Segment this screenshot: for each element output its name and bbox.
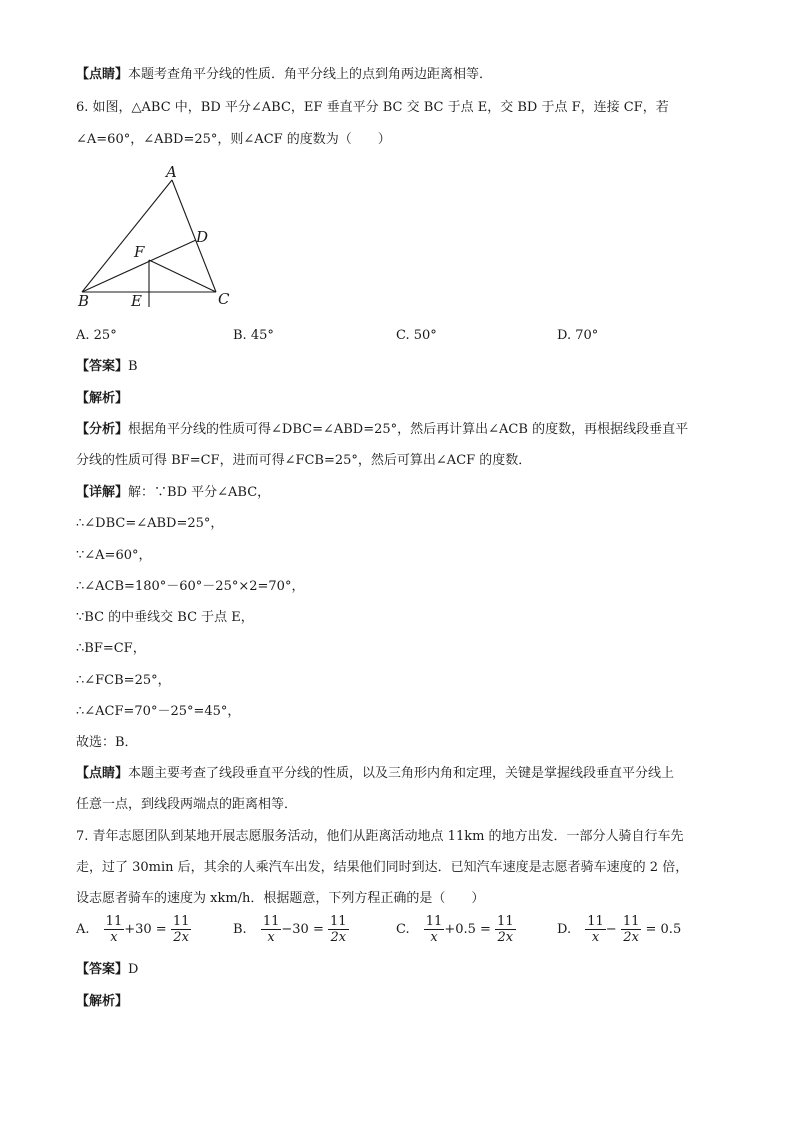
q6-step-5: ∴BF=CF， — [76, 641, 146, 656]
q6-step-4: ∵BC 的中垂线交 BC 于点 E， — [76, 610, 254, 625]
fenxi-tag: 【分析】 — [76, 422, 129, 437]
q6-step-7: ∴∠ACF=70°－25°=45°， — [76, 704, 241, 719]
q6-stem-line1: 6. 如图，△ABC 中，BD 平分∠ABC，EF 垂直平分 BC 交 BC 于点 E，交 BD 于点 F，连接 CF，若 — [76, 100, 669, 115]
fenxi-text-1: 根据角平分线的性质可得∠DBC=∠ABD=25°，然后再计算出∠ACB 的度数，再根据线段垂直平 — [128, 422, 689, 437]
xiangjie-text-1: 解：∵BD 平分∠ABC， — [128, 485, 271, 500]
q7-option-c — [396, 914, 516, 945]
triangle-figure — [70, 160, 240, 310]
segment-AC — [172, 180, 216, 292]
fraction: $\frac{11}{2x}$ — [172, 914, 190, 945]
fraction: $\frac{11}{2x}$ — [622, 914, 640, 945]
q6-fenxi-line1 — [76, 421, 688, 439]
q7-stem-line1: 7. 青年志愿团队到某地开展志愿服务活动，他们从距离活动地点 11km 的地方出发．一部分人骑自行车先 — [76, 829, 684, 844]
dianjing-tag: 【点睛】 — [76, 67, 129, 82]
option-letter: D. — [557, 922, 572, 937]
dianjing-text: 本题考查角平分线的性质．角平分线上的点到角两边距离相等． — [128, 67, 493, 82]
q6-stem-line2: ∠A=60°，∠ABD=25°，则∠ACF 的度数为（ ） — [76, 132, 391, 147]
q7-option-a — [76, 914, 191, 945]
label-D: D — [196, 228, 209, 246]
answer-tag: 【答案】 — [76, 962, 129, 977]
fraction: $\frac{11}{x}$ — [105, 914, 123, 945]
q6-answer — [76, 358, 138, 376]
dianjing-tag: 【点睛】 — [76, 766, 129, 781]
q7-option-d — [557, 914, 681, 945]
fraction: $\frac{11}{x}$ — [425, 914, 443, 945]
q6-xiangjie-line1 — [76, 484, 270, 502]
label-A: A — [166, 163, 177, 181]
q6-step-6: ∴∠FCB=25°， — [76, 673, 171, 688]
fraction: $\frac{11}{2x}$ — [329, 914, 347, 945]
option-letter: A. — [76, 922, 90, 937]
option-letter: C. — [396, 922, 410, 937]
answer-value: D — [128, 962, 139, 977]
fraction: $\frac{11}{x}$ — [262, 914, 280, 945]
q7-stem-line3: 设志愿者骑车的速度为 xkm/h．根据题意，下列方程正确的是（ ） — [76, 891, 485, 906]
segment-AB — [82, 180, 172, 292]
q6-option-c: C. 50° — [396, 328, 437, 343]
label-B: B — [78, 292, 90, 310]
operator: +0.5 = — [444, 922, 491, 937]
q6-fenxi-line2: 分线的性质可得 BF=CF，进而可得∠FCB=25°，然后可算出∠ACF 的度数． — [76, 453, 532, 468]
q7-option-b — [233, 914, 349, 945]
fraction: $\frac{11}{x}$ — [587, 914, 604, 945]
answer-tag: 【答案】 — [76, 359, 129, 374]
operator: +30 = — [124, 922, 167, 937]
operator-tail: = 0.5 — [645, 922, 682, 937]
q6-option-b: B. 45° — [233, 328, 274, 343]
q6-jiexi-tag: 【解析】 — [76, 391, 129, 406]
label-C: C — [218, 290, 230, 308]
q6-step-1: ∴∠DBC=∠ABD=25°， — [76, 516, 224, 531]
label-E: E — [131, 292, 142, 310]
prev-dianjing — [76, 66, 492, 84]
q7-answer — [76, 961, 138, 979]
q7-jiexi-tag: 【解析】 — [76, 994, 129, 1009]
q6-option-d: D. 70° — [557, 328, 599, 343]
xiangjie-tag: 【详解】 — [76, 485, 129, 500]
q6-dianjing-line1 — [76, 765, 674, 783]
q7-stem-line2: 走，过了 30min 后，其余的人乘汽车出发，结果他们同时到达．已知汽车速度是志愿者骑车速度的 2 倍， — [76, 860, 689, 875]
operator: − — [605, 922, 617, 937]
q6-guxuan: 故选：B． — [76, 735, 138, 750]
fraction: $\frac{11}{2x}$ — [497, 914, 514, 945]
label-F: F — [134, 243, 145, 261]
segment-CF — [149, 260, 216, 292]
q6-step-2: ∵∠A=60°， — [76, 548, 152, 563]
answer-value: B — [128, 359, 138, 374]
q6-option-a: A. 25° — [76, 328, 117, 343]
option-letter: B. — [233, 922, 247, 937]
dianjing-text-1: 本题主要考查了线段垂直平分线的性质，以及三角形内角和定理，关键是掌握线段垂直平分线上 — [128, 766, 675, 781]
q6-step-3: ∴∠ACB=180°－60°－25°×2=70°， — [76, 579, 305, 594]
q6-dianjing-line2: 任意一点，到线段两端点的距离相等． — [76, 797, 298, 812]
operator: −30 = — [281, 922, 324, 937]
